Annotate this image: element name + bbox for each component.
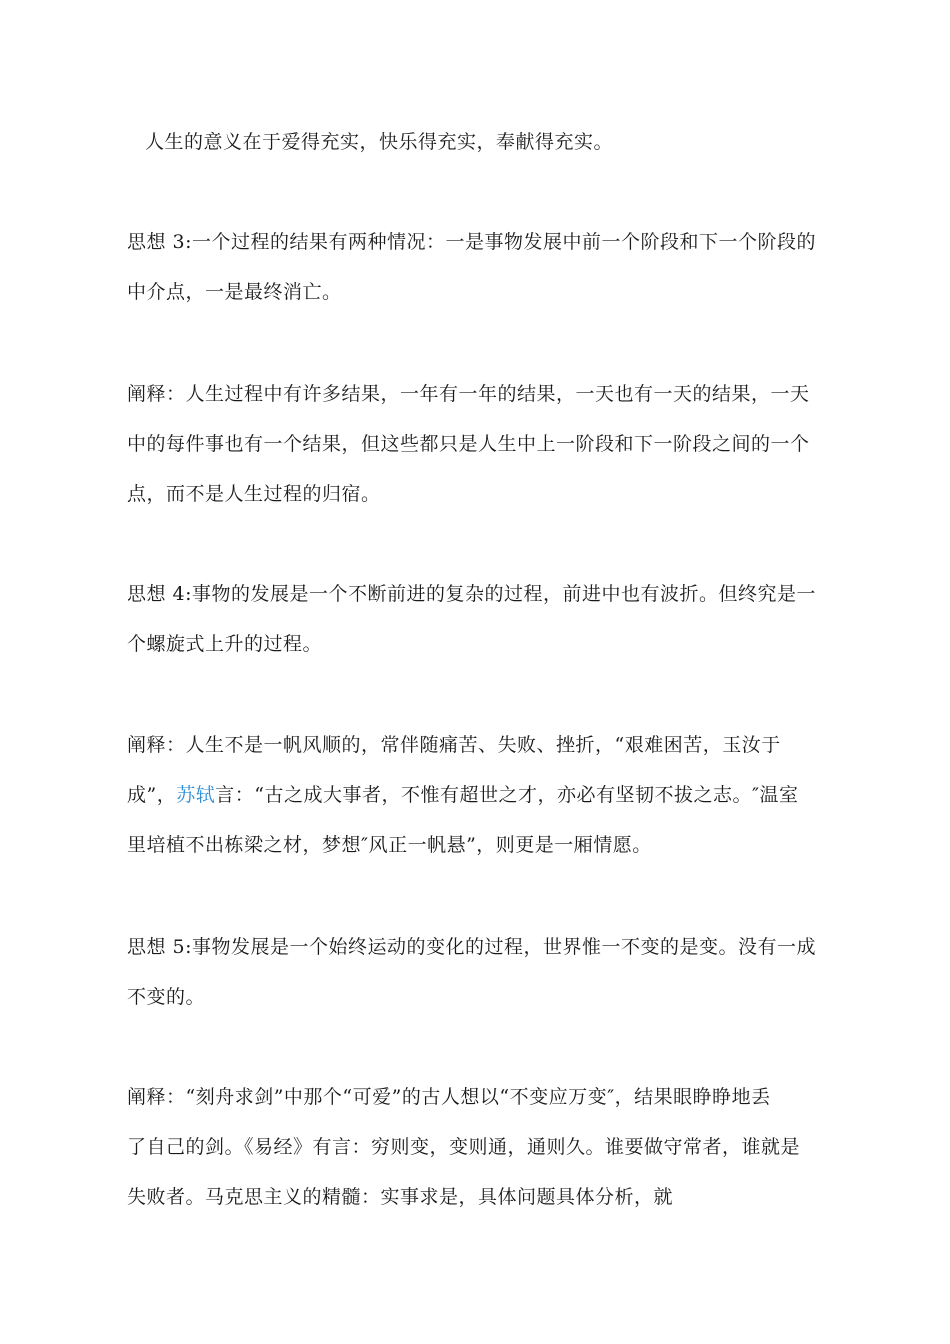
paragraph-thought-3 [127,217,817,317]
paragraph-explanation-5 [127,1072,817,1222]
su-shi-link[interactable]: 苏轼 [176,784,216,806]
text-line: 思想 5:事物发展是一个始终运动的变化的过程，世界惟一不变的是变。没有一成 [127,936,817,958]
text-line: 失败者。马克思主义的精髓：实事求是，具体问题具体分析，就 [127,1186,674,1208]
text-line: 中介点，一是最终消亡。 [127,281,342,303]
paragraph-explanation-4 [127,720,817,870]
text-line: 阐释：“刻舟求剑”中那个“可爱”的古人想以“不变应万变″，结果眼睁睁地丢 [127,1086,771,1108]
paragraph-thought-5 [127,922,817,1022]
text-line: 了自己的剑。《易经》有言：穷则变，变则通，通则久。谁要做守常者，谁就是 [127,1136,801,1158]
text-line: 点，而不是人生过程的归宿。 [127,483,381,505]
text-line [127,770,817,820]
text-line: 阐释：人生过程中有许多结果，一年有一年的结果，一天也有一天的结果，一天 [127,383,810,405]
text-fragment: 成”， [127,784,177,806]
paragraph-thought-4 [127,569,817,669]
text-line: 思想 3:一个过程的结果有两种情况：一是事物发展中前一个阶段和下一个阶段的 [127,231,817,253]
text-line: 里培植不出栋梁之材，梦想″风正一帆悬”，则更是一厢情愿。 [127,834,652,856]
text-line: 阐释：人生不是一帆风顺的，常伴随痛苦、失败、挫折，“艰难困苦，玉汝于 [127,734,781,756]
text-line: 中的每件事也有一个结果，但这些都只是人生中上一阶段和下一阶段之间的一个 [127,433,810,455]
text-fragment: 言：“古之成大事者，不惟有超世之才，亦必有坚韧不拔之志。″温室 [215,784,799,806]
paragraph-explanation-3 [127,369,817,519]
text-line: 个螺旋式上升的过程。 [127,633,323,655]
paragraph-meaning-of-life [127,117,835,167]
text-line: 不变的。 [127,986,206,1008]
text-line: 思想 4:事物的发展是一个不断前进的复杂的过程，前进中也有波折。但终究是一 [127,583,817,605]
text-line: 人生的意义在于爱得充实，快乐得充实，奉献得充实。 [145,131,614,153]
